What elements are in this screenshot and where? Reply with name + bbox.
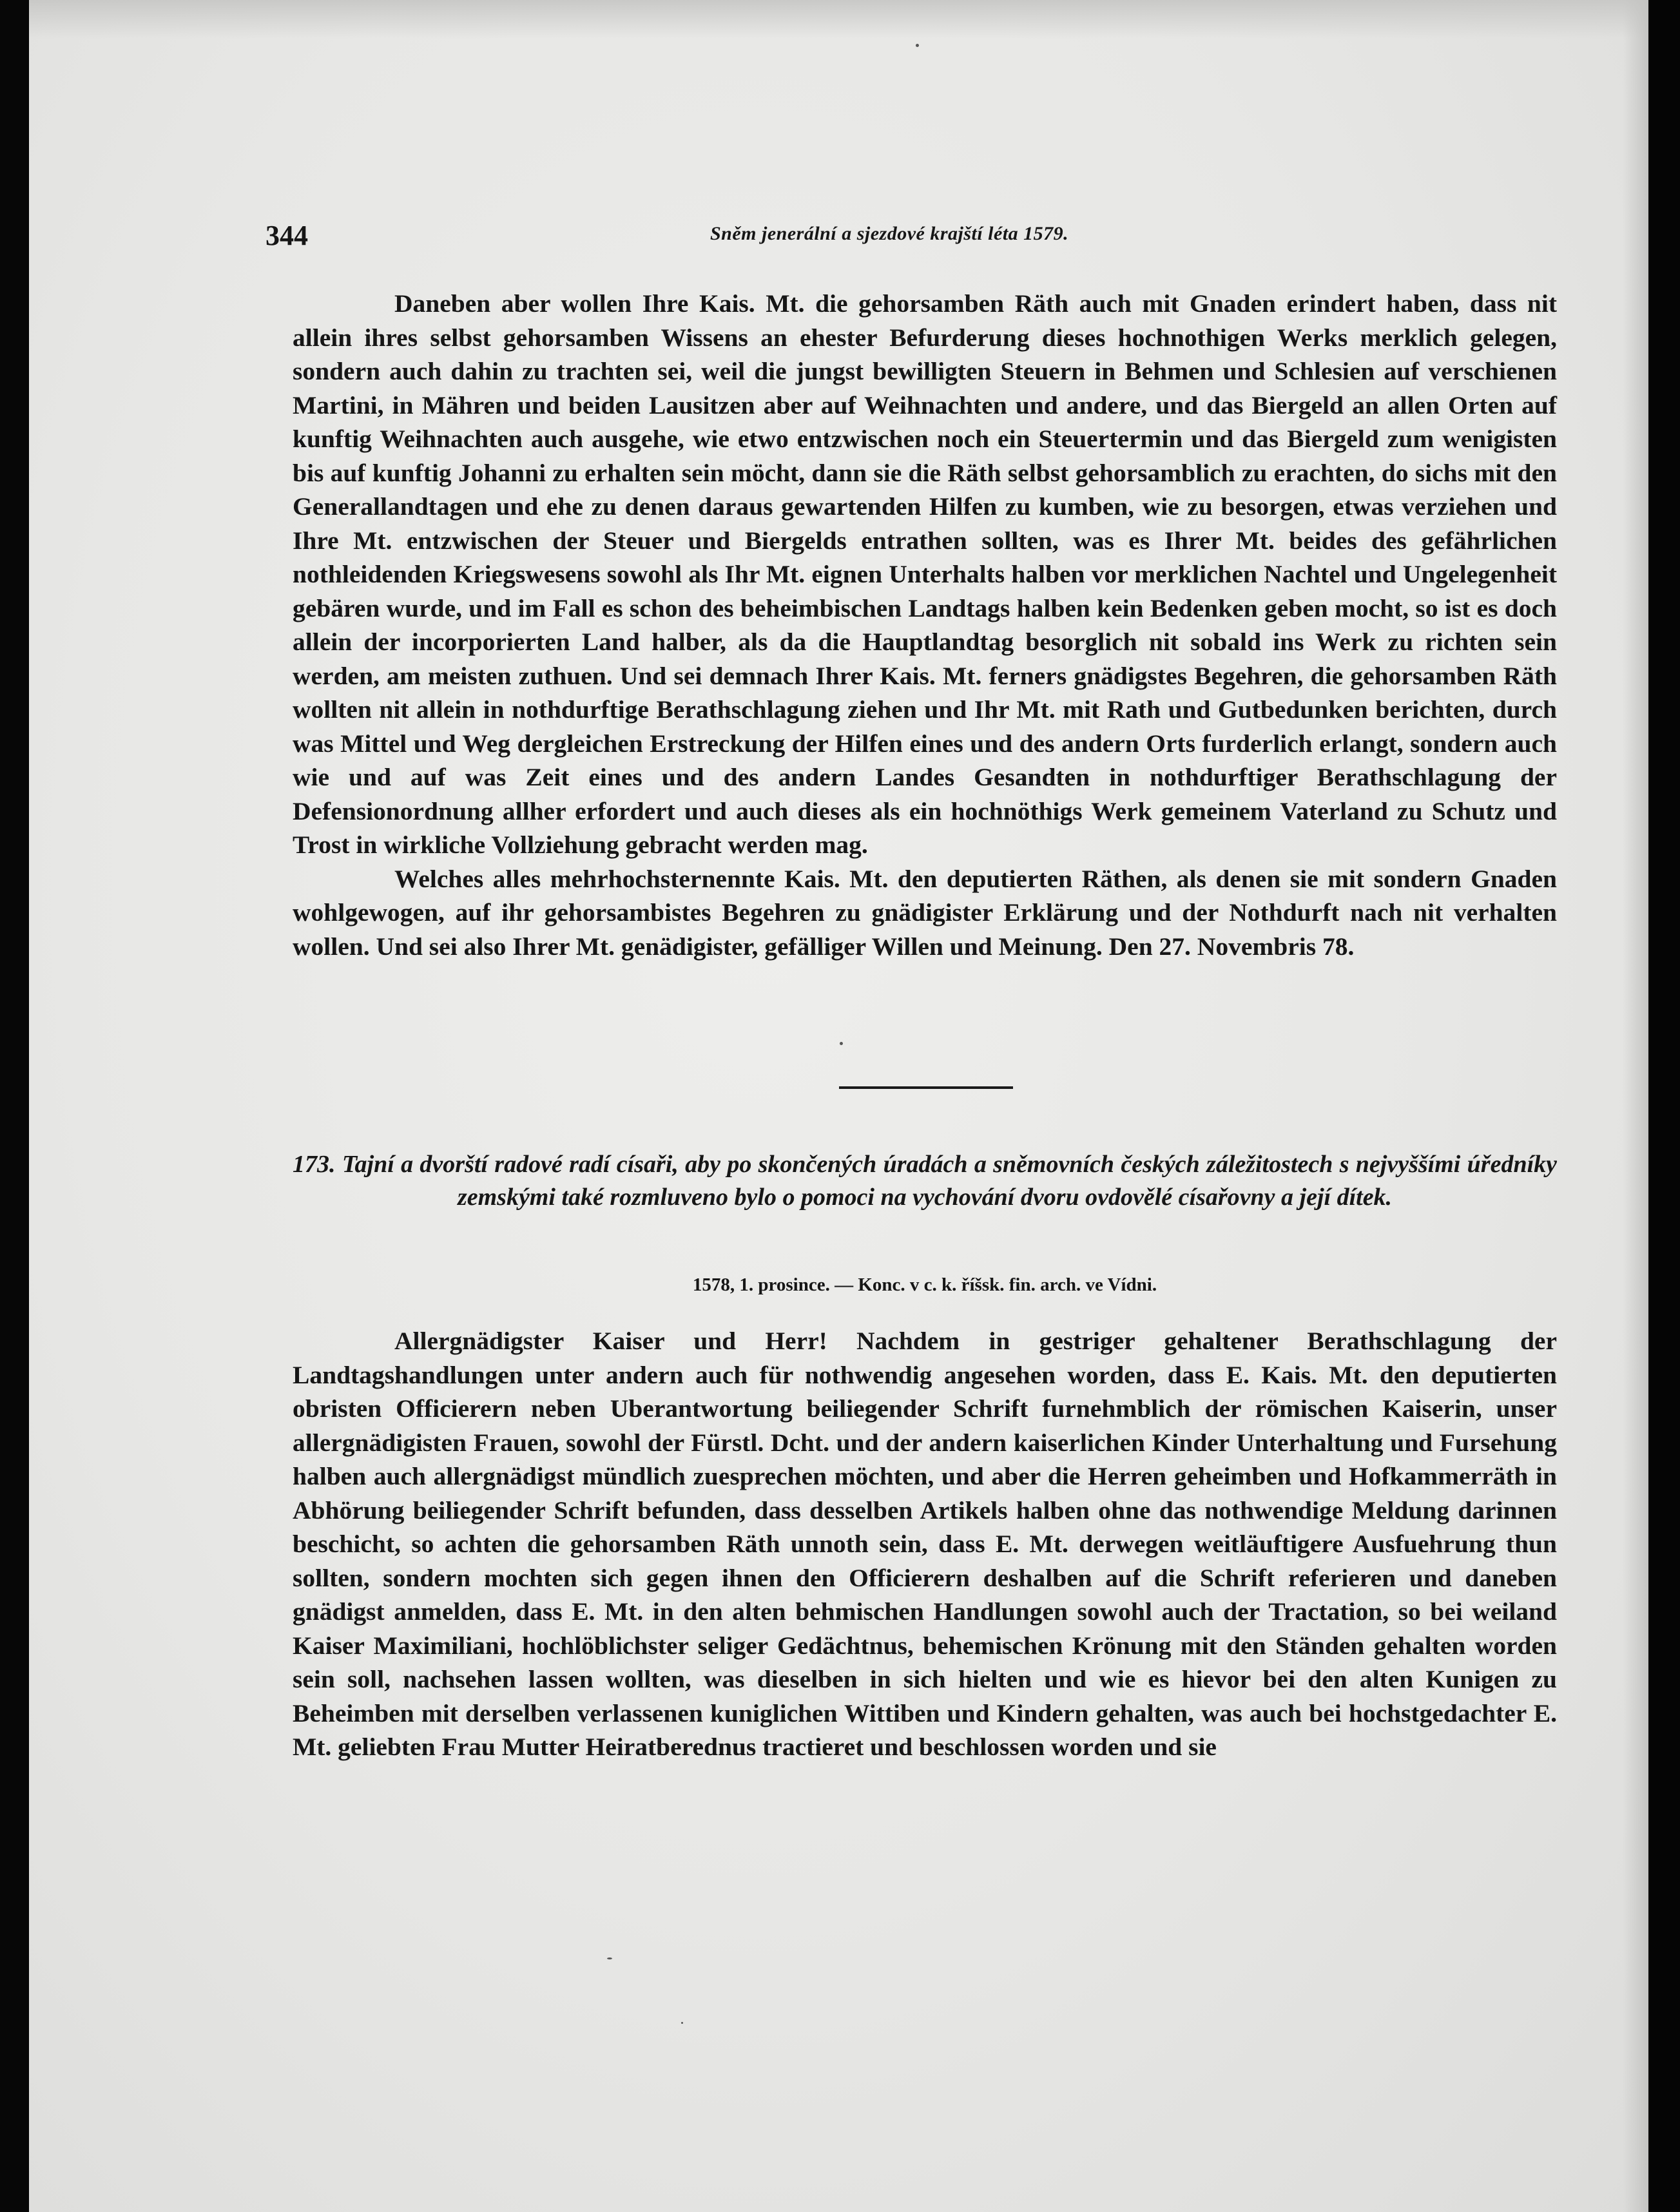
page-shadow-top: [29, 0, 1648, 39]
scan-speck: [916, 44, 919, 47]
paragraph: Daneben aber wollen Ihre Kais. Mt. die gehorsamben Räth auch mit Gnaden erindert haben, dass nit allein ihres selbst gehorsamben Wissens an ehester Befurderung dieses hochnothigen Werks merklich gelegen, sondern auch dahin zu trachten sei, weil die jungst bewilligten Steuern in Behmen und Schlesien auf verschienen Martini, in Mähren und beiden Lausitzen aber auf Weihnachten und andere, und das Biergeld an allen Orten auf kunftig Weihnachten auch ausgehe, wie etwo entzwischen noch ein Steuertermin und das Biergeld zum wenigisten bis auf kunftig Johanni zu erhalten sein möcht, dann sie die Räth selbst gehorsamblich zu erachten, do sichs mit den Generallandtagen und ehe zu denen daraus gewartenden Hilfen zu kumben, wie zu besorgen, etwas verziehen und Ihre Mt. entzwischen der Steuer und Biergelds entrathen sollten, was es Ihrer Mt. beides des gefährlichen nothleidenden Kriegswesens sowohl als Ihr Mt. eignen Unterhalts halben vor merklichen Nachtel und Ungelegenheit gebären wurde, und im Fall es schon des beheimbischen Landtags halben kein Bedenken geben mocht, so ist es doch allein der incorporierten Land halber, als da die Hauptlandtag besorglich nit sobald ins Werk zu richten sein werden, am meisten zuthuen. Und sei demnach Ihrer Kais. Mt. ferners gnädigstes Begehren, die gehorsamben Räth wollten nit allein in nothdurftige Berathschlagung ziehen und Ihr Mt. mit Rath und Gutbedunken berichten, durch was Mittel und Weg dergleichen Erstreckung der Hilfen eines und des andern Orts furderlich erlangt, sondern auch wie und auf was Zeit eines und des andern Landes Gesandten in nothdurftiger Berathschlagung der Defensionordnung allher erfordert und auch dieses als ein hochnöthigs Werk gemeinem Vaterland zu Schutz und Trost in wirkliche Vollziehung gebracht werden mag.: [293, 289, 1557, 859]
scan-speck: [681, 2022, 683, 2024]
document-title: Tajní a dvorští radové radí císaři, aby po skončených úradách a sněmovních českých záležitostech s nejvyššími úředníky zemskými také rozmluveno bylo o pomoci na vychování dvoru ovdovělé císařovny a její dítek.: [342, 1151, 1557, 1211]
document-heading: [293, 1148, 1557, 1214]
document-number: 173.: [293, 1151, 336, 1178]
running-head: [266, 219, 1161, 258]
scan-border-right: [1648, 0, 1680, 2212]
paragraph: Allergnädigster Kaiser und Herr! Nachdem in gestriger gehaltener Berathschlagung der Landtagshandlungen unter andern auch für nothwendig angesehen worden, dass E. Kais. Mt. den deputierten obristen Officierern neben Uberantwortung beiliegender Schrift furnehmblich der römischen Kaiserin, unser allergnädigisten Frauen, sowohl der Fürstl. Dcht. und der andern kaiserlichen Kinder Unterhaltung und Fursehung halben auch allergnädigst mündlich zuesprechen möchten, und aber die Herren geheimben und Hofkammerräth in Abhörung beiliegender Schrift befunden, dass desselben Artikels halben ohne das nothwendige Meldung darinnen beschicht, so achten die gehorsamben Räth unnoth sein, dass E. Mt. derwegen weitläuftigere Ausfuehrung thun sollten, sondern mochten sich gegen ihnen den Officierern deshalben auf die Schrift referieren und daneben gnädigst anmelden, dass E. Mt. in den alten behmischen Handlungen sowohl auch der Tractation, so bei weiland Kaiser Maximiliani, hochlöblichster seliger Gedächtnus, behemischen Krönung mit den Ständen gehalten worden sein soll, nachsehen lassen wollten, was dieselben in sich hielten und wie es hievor bei den alten Kunigen zu Beheimben mit derselben verlassenen kuniglichen Wittiben und Kindern gehalten, was auch bei hochstgedachter E. Mt. geliebten Frau Mutter Heiratberednus tractieret und beschlossen worden und sie: [293, 1327, 1557, 1761]
scan-speck: [607, 1957, 612, 1959]
section-divider: [839, 1086, 1013, 1089]
continuation-text: [293, 287, 1557, 963]
scan-border-left: [0, 0, 29, 2212]
page-number: 344: [266, 220, 308, 251]
paragraph: Welches alles mehrhochsternennte Kais. Mt. den deputierten Räthen, als denen sie mit sondern Gnaden wohlgewogen, auf ihr gehorsambistes Begehren zu gnädigister Erklärung und der Nothdurft nach nit verhalten wollen. Und sei also Ihrer Mt. genädigister, gefälliger Willen und Meinung. Den 27. Novembris 78.: [293, 864, 1557, 961]
source-line: 1578, 1. prosince. — Konc. v c. k. říšsk. fin. arch. ve Vídni.: [692, 1274, 1157, 1295]
running-title: Sněm jenerální a sjezdové krajští léta 1579.: [710, 223, 1069, 244]
scan-speck: [840, 1042, 843, 1045]
document-text: [293, 1324, 1557, 1764]
page-shadow-right: [1623, 0, 1648, 2212]
book-page: [29, 0, 1648, 2212]
